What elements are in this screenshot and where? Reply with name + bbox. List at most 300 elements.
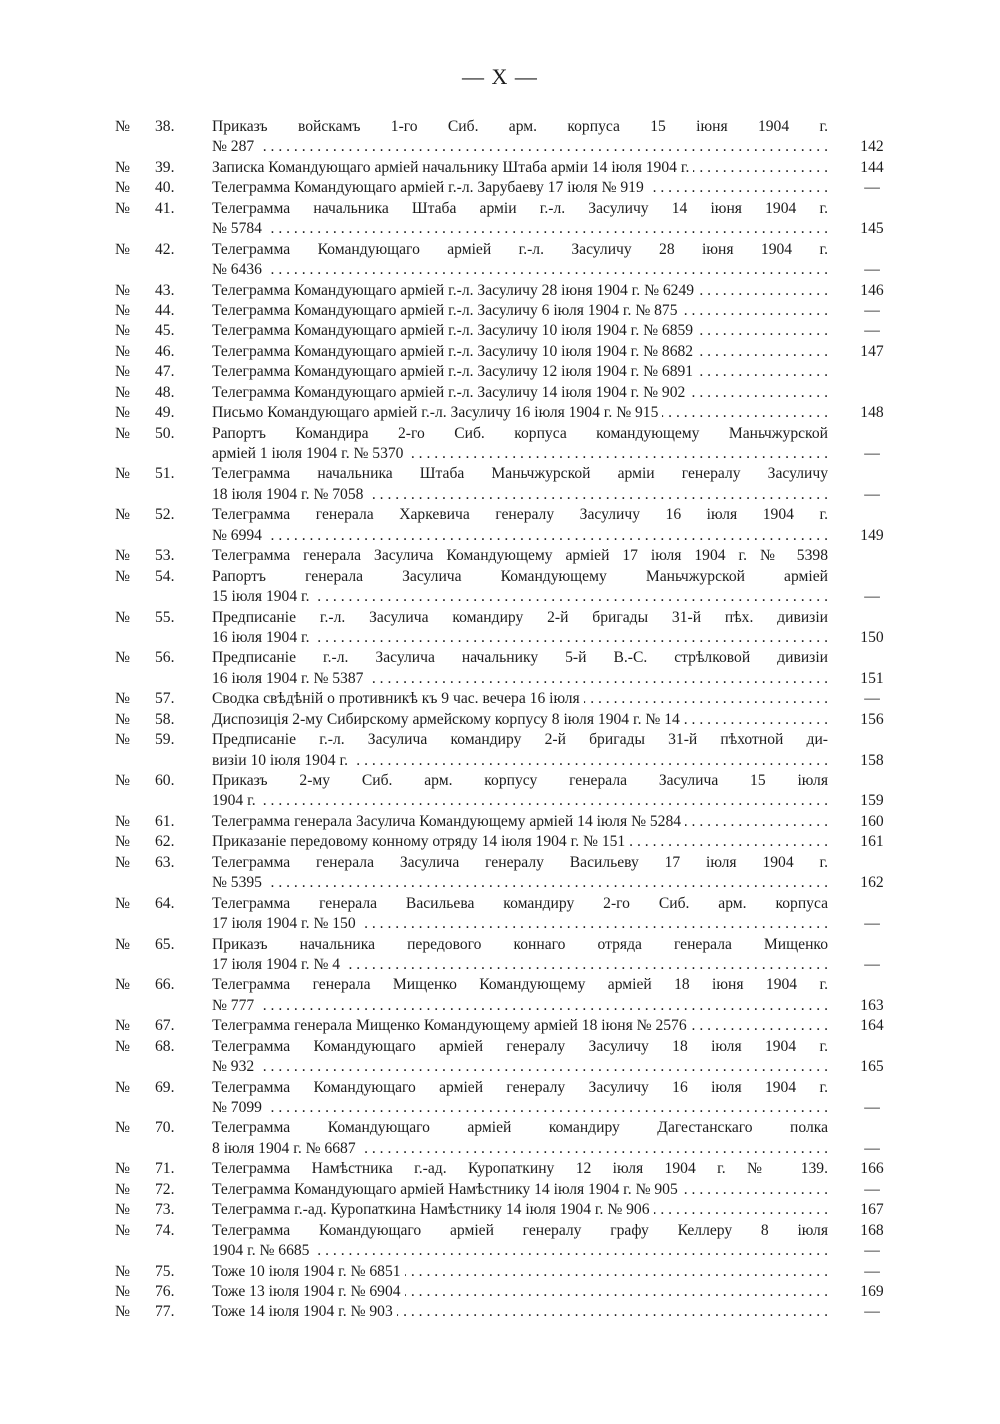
toc-line [0, 812, 1000, 832]
page-number: 150 [860, 628, 884, 646]
dot-leader [648, 178, 828, 198]
number-sign: № [115, 1303, 130, 1321]
entry-title-last-line: № 932 [212, 1057, 258, 1077]
toc-entry [0, 567, 1000, 608]
entry-title-last-line: Телеграмма Командующаго арміей г.-л. Зарубаеву 17 іюля № 919 [212, 178, 648, 198]
entry-number: 58. [155, 710, 175, 728]
number-sign: № [115, 976, 130, 994]
toc-entry [0, 608, 1000, 649]
entry-number: 50. [155, 424, 175, 442]
entry-title-last-line: 18 іюля 1904 г. № 7058 [212, 485, 367, 505]
dot-leader [266, 219, 828, 239]
dot-leader [693, 158, 828, 178]
entry-title-last-line: арміей 1 іюля 1904 г. № 5370 [212, 444, 407, 464]
dot-leader [344, 955, 828, 975]
number-sign: № [115, 649, 130, 667]
entry-title-leader [212, 689, 828, 709]
entry-title-leader [212, 485, 828, 505]
entry-number: 49. [155, 404, 175, 422]
toc-entry [0, 546, 1000, 566]
number-sign: № [115, 567, 130, 585]
entry-number: 77. [155, 1303, 175, 1321]
toc-line [0, 1078, 1000, 1098]
entry-title-leader [212, 260, 828, 280]
number-sign: № [115, 547, 130, 565]
toc-line [0, 669, 1000, 689]
page-number: 148 [860, 404, 884, 422]
entry-title-leader [212, 321, 828, 341]
entry-title-line: Телеграмма начальника Штаба Маньчжурской арміи генералу Засуличу [212, 465, 828, 483]
dot-leader [352, 751, 828, 771]
dot-leader [258, 137, 828, 157]
toc-entry [0, 199, 1000, 240]
page-number: — [864, 1303, 880, 1321]
entry-number: 39. [155, 158, 175, 176]
entry-title-line: Телеграмма генерала Засулича Командующему арміей 17 іюля 1904 г. № 5398 [212, 547, 828, 565]
toc-line [0, 444, 1000, 464]
toc-line [0, 199, 1000, 219]
entry-title-leader [212, 383, 828, 403]
entry-title-last-line: 1904 г. № 6685 [212, 1241, 313, 1261]
entry-number: 68. [155, 1037, 175, 1055]
dot-leader [258, 996, 828, 1016]
entry-title-leader [212, 1180, 828, 1200]
entry-number: 57. [155, 690, 175, 708]
entry-title-line: Рапортъ генерала Засулича Командующему Маньчжурской арміей [212, 567, 828, 585]
entry-number: 62. [155, 833, 175, 851]
entry-title-leader [212, 996, 828, 1016]
number-sign: № [115, 158, 130, 176]
toc-line [0, 362, 1000, 382]
toc-entry [0, 1221, 1000, 1262]
page-number: 166 [860, 1160, 884, 1178]
entry-title-last-line: Телеграмма Командующаго арміей г.-л. Засуличу 6 іюля 1904 г. № 875 [212, 301, 682, 321]
entry-number: 55. [155, 608, 175, 626]
toc-entry [0, 975, 1000, 1016]
number-sign: № [115, 1201, 130, 1219]
toc-line [0, 608, 1000, 628]
entry-number: 75. [155, 1262, 175, 1280]
entry-title-line: Телеграмма Командующаго арміей генералу графу Келлеру 8 іюля [212, 1221, 828, 1239]
number-sign: № [115, 608, 130, 626]
dot-leader [266, 260, 828, 280]
entry-number: 61. [155, 812, 175, 830]
entry-title-line: Приказъ войскамъ 1-го Сиб. арм. корпуса 15 іюня 1904 г. [212, 118, 828, 135]
toc-line [0, 894, 1000, 914]
page-number: — [864, 261, 880, 279]
toc-line [0, 935, 1000, 955]
entry-title-leader [212, 158, 828, 178]
dot-leader [313, 1241, 828, 1261]
entry-number: 41. [155, 199, 175, 217]
entry-title-line: Телеграмма Командующаго арміей командиру Дагестанскаго полка [212, 1119, 828, 1137]
number-sign: № [115, 833, 130, 851]
number-sign: № [115, 1262, 130, 1280]
page-number: 167 [860, 1201, 884, 1219]
dot-leader [367, 669, 828, 689]
entry-title-last-line: Письмо Командующаго арміей г.-л. Засуличу 16 іюля 1904 г. № 915 [212, 403, 662, 423]
entry-title-leader [212, 1139, 828, 1159]
entry-title-last-line: визіи 10 іюля 1904 г. [212, 751, 352, 771]
number-sign: № [115, 1221, 130, 1239]
entry-title-leader [212, 669, 828, 689]
number-sign: № [115, 894, 130, 912]
dot-leader [584, 689, 828, 709]
entry-title-last-line: Телеграмма Командующаго арміей Намѣстнику 14 іюля 1904 г. № 905 [212, 1180, 682, 1200]
toc-line [0, 219, 1000, 239]
toc-entry [0, 894, 1000, 935]
entry-title-last-line: 8 іюля 1904 г. № 6687 [212, 1139, 360, 1159]
number-sign: № [115, 772, 130, 789]
entry-number: 44. [155, 301, 175, 319]
toc-entry [0, 362, 1000, 382]
page-number: 144 [860, 158, 884, 176]
entry-title-last-line: Телеграмма г.-ад. Куропаткина Намѣстнику 14 іюля 1904 г. № 906 [212, 1200, 654, 1220]
toc-line [0, 1221, 1000, 1241]
dot-leader [689, 383, 828, 403]
page-number: 151 [860, 669, 884, 687]
page-number: 162 [860, 874, 884, 892]
page-number: — [864, 1139, 880, 1157]
dot-leader [258, 1057, 828, 1077]
toc-line [0, 853, 1000, 873]
number-sign: № [115, 731, 130, 749]
entry-number: 42. [155, 240, 175, 258]
toc-line [0, 137, 1000, 157]
number-sign: № [115, 935, 130, 953]
toc-entry [0, 1037, 1000, 1078]
toc-entry [0, 935, 1000, 976]
page-number: — [864, 955, 880, 973]
entry-number: 76. [155, 1282, 175, 1300]
number-sign: № [115, 363, 130, 381]
dot-leader [684, 710, 828, 730]
entry-title-last-line: № 6994 [212, 526, 266, 546]
table-of-contents [0, 117, 1000, 1323]
entry-title-last-line: Тоже 14 іюля 1904 г. № 903 [212, 1302, 397, 1322]
entry-title-last-line: № 5784 [212, 219, 266, 239]
entry-title-line: Предписаніе г.-л. Засулича командиру 2-й бригады 31-й пѣх. дивизіи [212, 608, 828, 626]
entry-title-last-line: Телеграмма генерала Мищенко Командующему арміей 18 іюня № 2576 [212, 1016, 691, 1036]
number-sign: № [115, 1037, 130, 1055]
toc-entry [0, 771, 1000, 812]
toc-entry [0, 505, 1000, 546]
toc-line [0, 546, 1000, 566]
entry-number: 40. [155, 179, 175, 197]
number-sign: № [115, 118, 130, 135]
toc-entry [0, 812, 1000, 832]
entry-title-leader [212, 178, 828, 198]
entry-number: 71. [155, 1160, 175, 1178]
entry-number: 64. [155, 894, 175, 912]
page-numeral: — X — [462, 64, 538, 89]
entry-title-last-line: Диспозиція 2-му Сибирскому армейскому корпусу 8 іюля 1904 г. № 14 [212, 710, 684, 730]
entry-title-leader [212, 1098, 828, 1118]
entry-title-line: Телеграмма Командующаго арміей генералу Засуличу 16 іюля 1904 г. [212, 1078, 828, 1096]
dot-leader [697, 342, 828, 362]
entry-title-last-line: № 5395 [212, 873, 266, 893]
toc-line [0, 771, 1000, 791]
entry-title-leader [212, 1262, 828, 1282]
page-number: 159 [860, 792, 884, 810]
toc-entry [0, 710, 1000, 730]
entry-title-leader [212, 587, 828, 607]
entry-number: 56. [155, 649, 175, 667]
toc-line [0, 403, 1000, 423]
entry-title-leader [212, 1200, 828, 1220]
entry-number: 60. [155, 772, 175, 789]
entry-title-leader [212, 710, 828, 730]
toc-line [0, 383, 1000, 403]
toc-line [0, 1262, 1000, 1282]
number-sign: № [115, 322, 130, 340]
toc-entry [0, 158, 1000, 178]
toc-entry [0, 424, 1000, 465]
toc-line [0, 567, 1000, 587]
number-sign: № [115, 199, 130, 217]
entry-title-leader [212, 1302, 828, 1322]
dot-leader [367, 485, 828, 505]
toc-line [0, 975, 1000, 995]
entry-title-last-line: № 777 [212, 996, 258, 1016]
entry-title-last-line: № 7099 [212, 1098, 266, 1118]
toc-line [0, 158, 1000, 178]
dot-leader [360, 1139, 828, 1159]
toc-entry [0, 1282, 1000, 1302]
entry-title-leader [212, 342, 828, 362]
page-number: 168 [860, 1221, 884, 1239]
toc-entry [0, 117, 1000, 158]
number-sign: № [115, 465, 130, 483]
toc-entry [0, 1016, 1000, 1036]
entry-number: 38. [155, 118, 175, 135]
page-number: — [864, 322, 880, 340]
entry-number: 66. [155, 976, 175, 994]
toc-entry [0, 730, 1000, 771]
number-sign: № [115, 1078, 130, 1096]
entry-title-last-line: 1904 г. [212, 791, 260, 811]
toc-line [0, 526, 1000, 546]
toc-line [0, 710, 1000, 730]
entry-number: 74. [155, 1221, 175, 1239]
dot-leader [397, 1302, 828, 1322]
dot-leader [266, 526, 828, 546]
page-number: — [864, 1242, 880, 1260]
toc-entry [0, 464, 1000, 505]
entry-title-leader [212, 444, 828, 464]
page-number: 169 [860, 1282, 884, 1300]
toc-entry [0, 1159, 1000, 1179]
entry-title-last-line: Тоже 10 іюля 1904 г. № 6851 [212, 1262, 405, 1282]
toc-entry [0, 648, 1000, 689]
toc-entry [0, 1302, 1000, 1322]
toc-line [0, 955, 1000, 975]
number-sign: № [115, 506, 130, 524]
entry-number: 63. [155, 853, 175, 871]
entry-title-leader [212, 1241, 828, 1261]
toc-line [0, 281, 1000, 301]
toc-line [0, 730, 1000, 750]
entry-title-line: Предписаніе г.-л. Засулича командиру 2-й бригады 31-й пѣхотной ди- [212, 731, 828, 749]
entry-number: 54. [155, 567, 175, 585]
entry-number: 43. [155, 281, 175, 299]
entry-title-line: Телеграмма генерала Мищенко Командующему арміей 18 іюня 1904 г. [212, 976, 828, 994]
entry-number: 52. [155, 506, 175, 524]
entry-title-last-line: Тоже 13 іюля 1904 г. № 6904 [212, 1282, 405, 1302]
toc-entry [0, 689, 1000, 709]
entry-title-line: Рапортъ Командира 2-го Сиб. корпуса командующему Маньчжурской [212, 424, 828, 442]
number-sign: № [115, 342, 130, 360]
toc-line [0, 1241, 1000, 1261]
entry-number: 46. [155, 342, 175, 360]
entry-title-leader [212, 362, 828, 382]
dot-leader [697, 321, 828, 341]
entry-number: 72. [155, 1180, 175, 1198]
toc-line [0, 424, 1000, 444]
toc-line [0, 996, 1000, 1016]
dot-leader [662, 403, 828, 423]
entry-title-leader [212, 812, 828, 832]
toc-entry [0, 178, 1000, 198]
toc-line [0, 648, 1000, 668]
page-number: — [864, 301, 880, 319]
toc-line [0, 1016, 1000, 1036]
entry-title-line: Телеграмма генерала Засулича генералу Васильеву 17 іюля 1904 г. [212, 853, 828, 871]
entry-number: 59. [155, 731, 175, 749]
page-number: 163 [860, 996, 884, 1014]
toc-entry [0, 321, 1000, 341]
entry-title-leader [212, 137, 828, 157]
entry-title-line: Телеграмма Намѣстника г.-ад. Куропаткину 12 іюля 1904 г. № 139. [212, 1160, 828, 1178]
toc-entry [0, 1078, 1000, 1119]
dot-leader [314, 628, 828, 648]
page-number: — [864, 1099, 880, 1116]
dot-leader [698, 281, 828, 301]
entry-title-line: Телеграмма начальника Штаба арміи г.-л. Засуличу 14 іюня 1904 г. [212, 199, 828, 217]
toc-entry [0, 1200, 1000, 1220]
entry-title-leader [212, 219, 828, 239]
entry-number: 73. [155, 1201, 175, 1219]
toc-entry [0, 342, 1000, 362]
number-sign: № [115, 1119, 130, 1137]
entry-number: 69. [155, 1078, 175, 1096]
entry-title-line: Телеграмма генерала Харкевича генералу Засуличу 16 іюля 1904 г. [212, 506, 828, 524]
entry-title-line: Телеграмма Командующаго арміей г.-л. Засуличу 28 іюня 1904 г. [212, 240, 828, 258]
toc-entry [0, 240, 1000, 281]
number-sign: № [115, 1180, 130, 1198]
toc-entry [0, 853, 1000, 894]
entry-title-leader [212, 1057, 828, 1077]
page-number: 147 [860, 342, 884, 360]
page-number: 160 [860, 812, 884, 830]
number-sign: № [115, 301, 130, 319]
entry-title-line: Приказъ начальника передового коннаго отряда генерала Мищенко [212, 935, 828, 953]
toc-line [0, 873, 1000, 893]
entry-number: 45. [155, 322, 175, 340]
entry-title-last-line: 16 іюля 1904 г. [212, 628, 314, 648]
page-number: 146 [860, 281, 884, 299]
toc-entry [0, 1180, 1000, 1200]
entry-title-leader [212, 403, 828, 423]
toc-entry [0, 281, 1000, 301]
page-number: 142 [860, 138, 884, 156]
entry-number: 65. [155, 935, 175, 953]
entry-title-leader [212, 301, 828, 321]
entry-number: 51. [155, 465, 175, 483]
entry-number: 48. [155, 383, 175, 401]
toc-entry [0, 832, 1000, 852]
toc-line [0, 1118, 1000, 1138]
entry-title-last-line: Телеграмма Командующаго арміей г.-л. Засуличу 14 іюля 1904 г. № 902 [212, 383, 689, 403]
entry-number: 53. [155, 547, 175, 565]
dot-leader [685, 812, 828, 832]
toc-line [0, 914, 1000, 934]
entry-title-last-line: Сводка свѣдѣній о противникѣ къ 9 час. вечера 16 іюля [212, 689, 584, 709]
number-sign: № [115, 404, 130, 422]
entry-title-leader [212, 914, 828, 934]
page-number: — [864, 588, 880, 606]
toc-line [0, 1200, 1000, 1220]
page-number: — [864, 690, 880, 708]
number-sign: № [115, 853, 130, 871]
entry-title-last-line: Телеграмма Командующаго арміей г.-л. Засуличу 28 іюня 1904 г. № 6249 [212, 281, 698, 301]
toc-line [0, 628, 1000, 648]
number-sign: № [115, 812, 130, 830]
dot-leader [407, 444, 828, 464]
toc-line [0, 260, 1000, 280]
entry-title-last-line: Телеграмма Командующаго арміей г.-л. Засуличу 12 іюля 1904 г. № 6891 [212, 362, 697, 382]
page-number: 149 [860, 526, 884, 544]
dot-leader [682, 301, 829, 321]
dot-leader [691, 1016, 828, 1036]
page-number: — [864, 485, 880, 503]
dot-leader [629, 832, 828, 852]
entry-number: 70. [155, 1119, 175, 1137]
dot-leader [260, 791, 828, 811]
toc-entry [0, 1118, 1000, 1159]
entry-title-leader [212, 526, 828, 546]
page-number: 156 [860, 710, 884, 728]
entry-title-last-line: 17 іюля 1904 г. № 4 [212, 955, 344, 975]
toc-line [0, 1037, 1000, 1057]
number-sign: № [115, 690, 130, 708]
toc-line [0, 464, 1000, 484]
page-number: 164 [860, 1017, 884, 1035]
number-sign: № [115, 383, 130, 401]
entry-title-leader [212, 1282, 828, 1302]
toc-line [0, 301, 1000, 321]
number-sign: № [115, 710, 130, 728]
entry-title-line: Предписаніе г.-л. Засулича начальнику 5-й В.-С. стрѣлковой дивизіи [212, 649, 828, 667]
entry-title-last-line: Приказаніе передовому конному отряду 14 іюля 1904 г. № 151 [212, 832, 629, 852]
toc-line [0, 832, 1000, 852]
entry-title-leader [212, 751, 828, 771]
toc-line [0, 1282, 1000, 1302]
dot-leader [360, 914, 828, 934]
entry-title-last-line: Телеграмма Командующаго арміей г.-л. Засуличу 10 іюля 1904 г. № 8682 [212, 342, 697, 362]
entry-title-line: Приказъ 2-му Сиб. арм. корпусу генерала Засулича 15 іюля [212, 772, 828, 789]
entry-title-last-line: 16 іюля 1904 г. № 5387 [212, 669, 367, 689]
toc-line [0, 1139, 1000, 1159]
page-number: 145 [860, 220, 884, 238]
toc-line [0, 342, 1000, 362]
number-sign: № [115, 281, 130, 299]
toc-line [0, 587, 1000, 607]
toc-entry [0, 403, 1000, 423]
toc-line [0, 1302, 1000, 1322]
entry-title-leader [212, 791, 828, 811]
toc-line [0, 240, 1000, 260]
